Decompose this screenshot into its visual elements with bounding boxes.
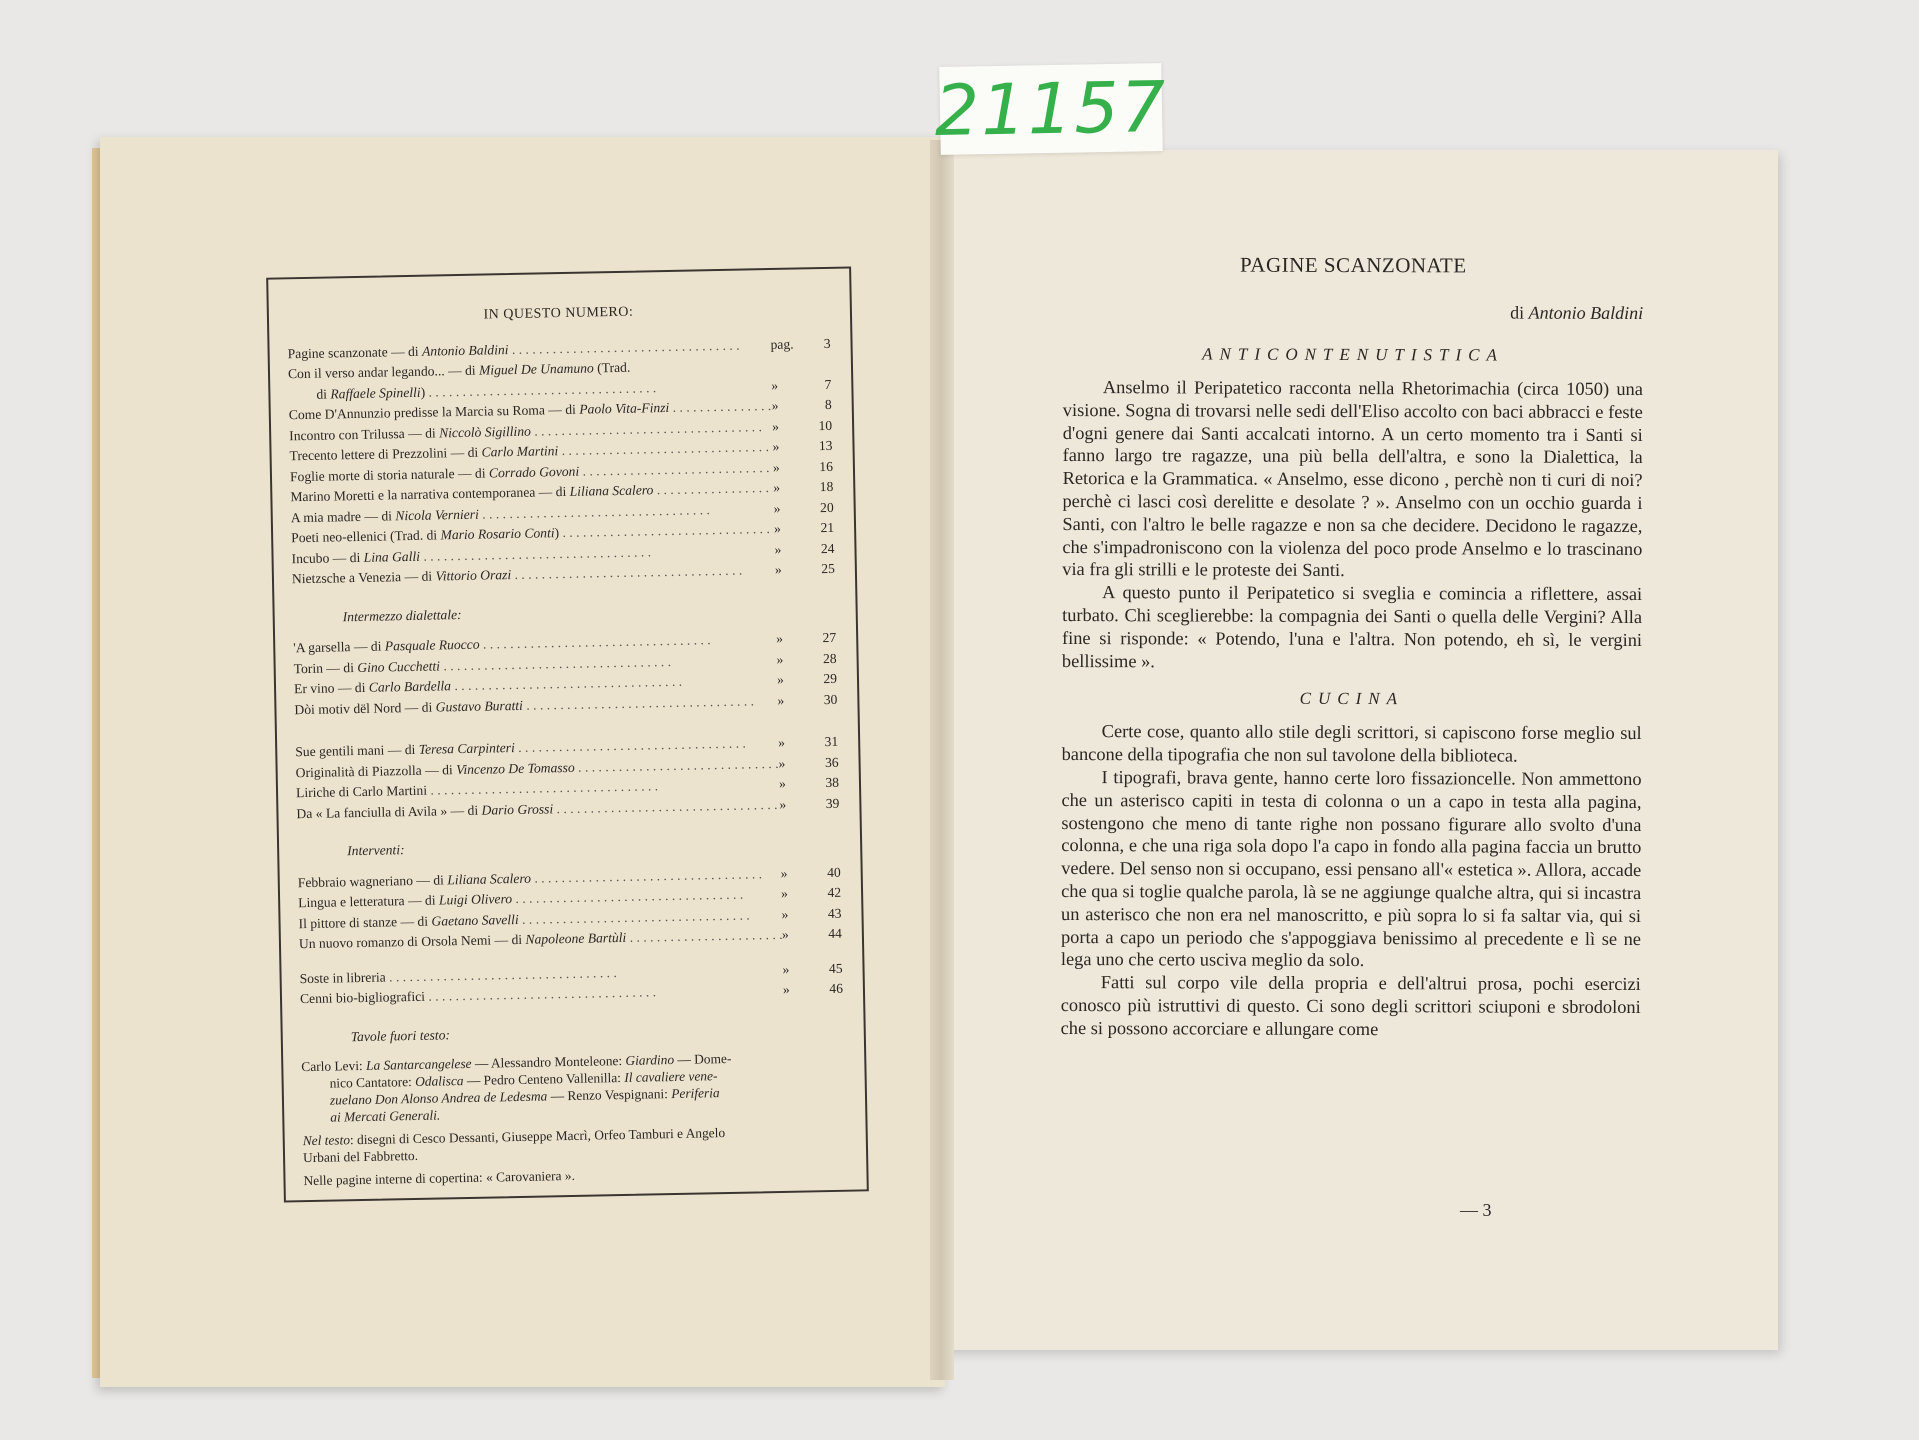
inventory-tag: [933, 63, 1169, 155]
toc-entry-marker: »: [779, 796, 787, 812]
toc-entry-title: Trecento lettere di Prezzolini — di Carlo Martini . . .: [289, 437, 772, 467]
toc-tavole-note: [301, 1048, 845, 1126]
toc-misc-list: [295, 732, 839, 824]
page-number: — 3: [1460, 1200, 1492, 1220]
toc-entry-title: 'A garsella — di Pasquale Ruocco . . .: [293, 629, 776, 659]
table-of-contents: [266, 266, 869, 1202]
toc-entry-title: di Raffaele Spinelli) . . .: [288, 376, 771, 406]
toc-entry-marker: »: [781, 906, 789, 922]
toc-main-list: [287, 333, 835, 589]
toc-entry-marker: »: [782, 981, 790, 997]
toc-entry-marker: »: [771, 377, 779, 393]
toc-entry-page: 45: [828, 960, 843, 976]
toc-entry-page: 29: [823, 670, 838, 687]
toc-entry-page: 20: [819, 499, 834, 515]
toc-entry-marker: »: [778, 734, 786, 750]
toc-entry-page: 3: [823, 335, 831, 351]
toc-section-tavole: Tavole fuori testo:: [350, 1026, 451, 1044]
toc-entry-page: 25: [821, 560, 836, 577]
toc-entry-page: 27: [822, 629, 837, 646]
section-body-cucina: [1061, 720, 1642, 1041]
toc-entry-title: Il pittore di stanze — di Gaetano Savelli . . .: [298, 904, 781, 934]
toc-entry-page: 10: [818, 417, 833, 433]
toc-entry-page: 39: [825, 795, 840, 811]
toc-entry-marker: »: [778, 775, 786, 791]
toc-entry-marker: »: [780, 885, 789, 901]
article-paragraph: A questo punto il Peripatetico si sveglia e comincia a riflettere, assai turbato. Chi sceglierebbe: la compagnia dei Santi o quella delle Vergini? Alla fine si risponde: « Potendo, l'una e l'altra. Non potendo, eh sì, le vergini bellissime ».: [1061, 582, 1643, 671]
toc-entry-title: Pagine scanzonate — di Antonio Baldini . . .: [287, 335, 770, 365]
toc-entry-title: Febbraio wagneriano — di Liliana Scalero . . .: [298, 863, 781, 893]
toc-entry-marker: »: [782, 961, 790, 977]
toc-entry-title: A mia madre — di Nicola Vernieri . . .: [291, 499, 774, 529]
toc-entry-marker: »: [776, 671, 784, 687]
toc-entry-marker: »: [781, 926, 789, 942]
toc-entry-title: Marino Moretti e la narrativa contemporanea — di Liliana Scalero . . .: [290, 478, 773, 508]
toc-entry-marker: »: [777, 692, 785, 708]
toc-entry-title: Liriche di Carlo Martini . . .: [296, 774, 779, 804]
toc-entry-marker: »: [772, 438, 780, 455]
toc-entry-page: 7: [824, 376, 832, 392]
toc-entry-marker: »: [771, 418, 780, 434]
toc-entry-title: Lingua e letteratura — di Luigi Olivero . . .: [298, 884, 781, 914]
toc-entry-title: Da « La fanciulla di Avila » — di Dario Grossi . . .: [296, 794, 779, 824]
toc-note-line: Nel testo: disegni di Cesco Dessanti, Giuseppe Macrì, Orfeo Tamburi e Angelo: [302, 1125, 726, 1149]
toc-entry-marker: »: [773, 479, 781, 496]
toc-entry-page: 40: [826, 864, 841, 880]
toc-entry-title: Incubo — di Lina Galli . . .: [291, 539, 774, 569]
toc-entry-page: 31: [824, 733, 839, 750]
toc-entry-page: 36: [824, 754, 839, 770]
toc-note-line: ai Mercati Generali.: [330, 1107, 441, 1125]
toc-entry-marker: »: [776, 630, 784, 646]
toc-entry-marker: »: [773, 520, 782, 536]
article-paragraph: I tipografi, brava gente, hanno certe loro fissazioncelle. Non ammettono che un asterisco capiti in testa di colonna o un a capo in testa alla pagina, sostengono che meno di tante righe non possano figurare allo svolto d'una colonna, e che una riga sola dopo l'a capo in fondo alla pagina faccia un brutto vedere. Del senso non si occupano, essi pensano all'« estetica ». Allora, accade che qua si toglie qualche parola, là se ne aggiunge qualche altra, qui si incastra un asterisco che non era nel manoscritto, e più sopra lo si fa saltar via, qui si porta a capo un periodo che s'appoggiava benissimo al precedente e lì se ne lega uno che certo usciva meglio da solo.: [1060, 767, 1642, 971]
article: [1061, 252, 1644, 1042]
toc-entry-page: 38: [825, 774, 840, 791]
toc-entry-marker: »: [774, 541, 782, 557]
toc-entry-marker: »: [773, 500, 781, 516]
section-heading-anticontenutistica: ANTICONTENUTISTICA: [1202, 344, 1504, 365]
toc-entry-title: Foglie morte di storia naturale — di Corrado Govoni . . .: [290, 458, 773, 488]
toc-entry-page: 8: [824, 396, 832, 412]
toc-entry-page: 13: [818, 437, 833, 454]
toc-section-dialect: Intermezzo dialettale:: [342, 606, 462, 624]
toc-entry-page: 44: [828, 925, 843, 942]
toc-note-line: Urbani del Fabbretto.: [302, 1147, 419, 1166]
section-body-anticontenutistica: [1062, 376, 1643, 674]
inventory-number: 21157: [933, 65, 1169, 153]
toc-entry-title: Un nuovo romanzo di Orsola Nemi — di Napoleone Bartùli . . .: [299, 925, 782, 955]
toc-entry-marker: »: [772, 459, 780, 475]
toc-entry-title: Poeti neo-ellenici (Trad. di Mario Rosario Conti) . . .: [291, 519, 774, 549]
right-page: [940, 150, 1778, 1350]
article-paragraph: Certe cose, quanto allo stile degli scrittori, si capiscono forse meglio sul bancone della tipografia che non sul tavolone della biblioteca.: [1061, 721, 1642, 766]
toc-entry-marker: [771, 368, 805, 369]
toc-entry-page: 28: [822, 650, 837, 666]
toc-entry-page: 18: [819, 478, 834, 495]
toc-nel-testo-note: [303, 1122, 847, 1166]
toc-entry-title: Cenni bio-bigliografici . . .: [300, 980, 783, 1010]
toc-entry-page: 43: [827, 905, 842, 921]
toc-section-interventi: Interventi:: [347, 842, 405, 859]
toc-entry-marker: »: [771, 397, 779, 414]
toc-entry-page: 21: [820, 519, 835, 536]
toc-note-line: zuelano Don Alonso Andrea de Ledesma — Renzo Vespignani: Periferia: [329, 1085, 720, 1108]
toc-entry-marker: »: [774, 561, 782, 577]
toc-entry-page: 24: [820, 540, 835, 556]
toc-entry-marker: »: [778, 755, 786, 771]
toc-dialect-list: [293, 628, 837, 720]
toc-entry-page: 46: [829, 980, 844, 997]
toc-entry-title: Soste in libreria . . .: [299, 959, 782, 989]
toc-entry-title: Torin — di Gino Cucchetti . . .: [293, 649, 776, 679]
toc-entry-marker: »: [776, 651, 784, 667]
toc-entry-marker: »: [780, 865, 788, 881]
toc-entry-title: Con il verso andar legando... — di Miguel De Unamuno (Trad.: [287, 359, 631, 382]
toc-entry-title: Originalità di Piazzolla — di Vincenzo De Tomasso . . .: [295, 753, 778, 783]
toc-entry-page: 42: [827, 884, 842, 901]
toc-entry-title: Nietzsche a Venezia — di Vittorio Orazi . . .: [292, 560, 775, 590]
toc-copertina-note: Nelle pagine interne di copertina: « Carovaniera ».: [303, 1167, 576, 1189]
toc-entry-title: Sue gentili mani — di Teresa Carpinteri . . .: [295, 733, 778, 763]
toc-entry-title: Dòi motiv dël Nord — di Gustavo Buratti . . .: [294, 690, 777, 720]
toc-entry-page: 16: [819, 458, 834, 474]
toc-entry-title: Incontro con Trilussa — di Niccolò Sigillino . . .: [289, 417, 772, 447]
section-heading-cucina: CUCINA: [1299, 689, 1405, 709]
article-title: PAGINE SCANZONATE: [1240, 252, 1467, 278]
article-paragraph: Fatti sul corpo vile della propria e dell'altrui prosa, pochi esercizi conosco più istruttivi di questo. Ci sono degli scrittori sciuponi e sbrodoloni che si possono accorciare e allungare come: [1060, 972, 1641, 1039]
article-byline: di Antonio Baldini: [1510, 302, 1644, 324]
toc-interventi-list: [298, 862, 842, 954]
book-gutter: [930, 140, 954, 1380]
toc-entry-title: Er vino — di Carlo Bardella . . .: [294, 670, 777, 700]
article-paragraph: Anselmo il Peripatetico racconta nella Rhetorimachia (circa 1050) una visione. Sogna di trovarsi nelle sedi dell'Eliso accolto con baci abbracci e feste d'ogni genere dai Santi accalcati intorno. A un certo momento tra i Santi si fanno largo tre ragazze, una più bella dell'altra, e sono la Dialettica, la Retorica e la Grammatica. « Anselmo, esse dicono , perchè non ti curi di noi? perchè ci lasci così derelitte e desolate ? ». Anselmo con un occhio guarda i Santi, con l'altro le belle ragazze e non sa che decidere. Decidono le ragazze, che s'impadroniscono con la violenza del poco prode Anselmo e lo trascinano via fra gli strilli e le proteste dei Santi.: [1062, 377, 1643, 581]
left-page: [100, 137, 945, 1387]
toc-entry-marker: pag.: [770, 336, 794, 352]
toc-entry-page: 30: [823, 691, 838, 707]
toc-entry-title: Come D'Annunzio predisse la Marcia su Roma — di Paolo Vita-Finzi . . .: [289, 396, 772, 426]
toc-heading: IN QUESTO NUMERO:: [483, 304, 634, 323]
toc-note-line: Carlo Levi: La Santarcangelese — Alessandro Monteleone: Giardino — Dome-: [301, 1050, 732, 1075]
toc-note-line: nico Cantatore: Odalisca — Pedro Centeno Vallenilla: Il cavaliere vene-: [329, 1068, 718, 1091]
